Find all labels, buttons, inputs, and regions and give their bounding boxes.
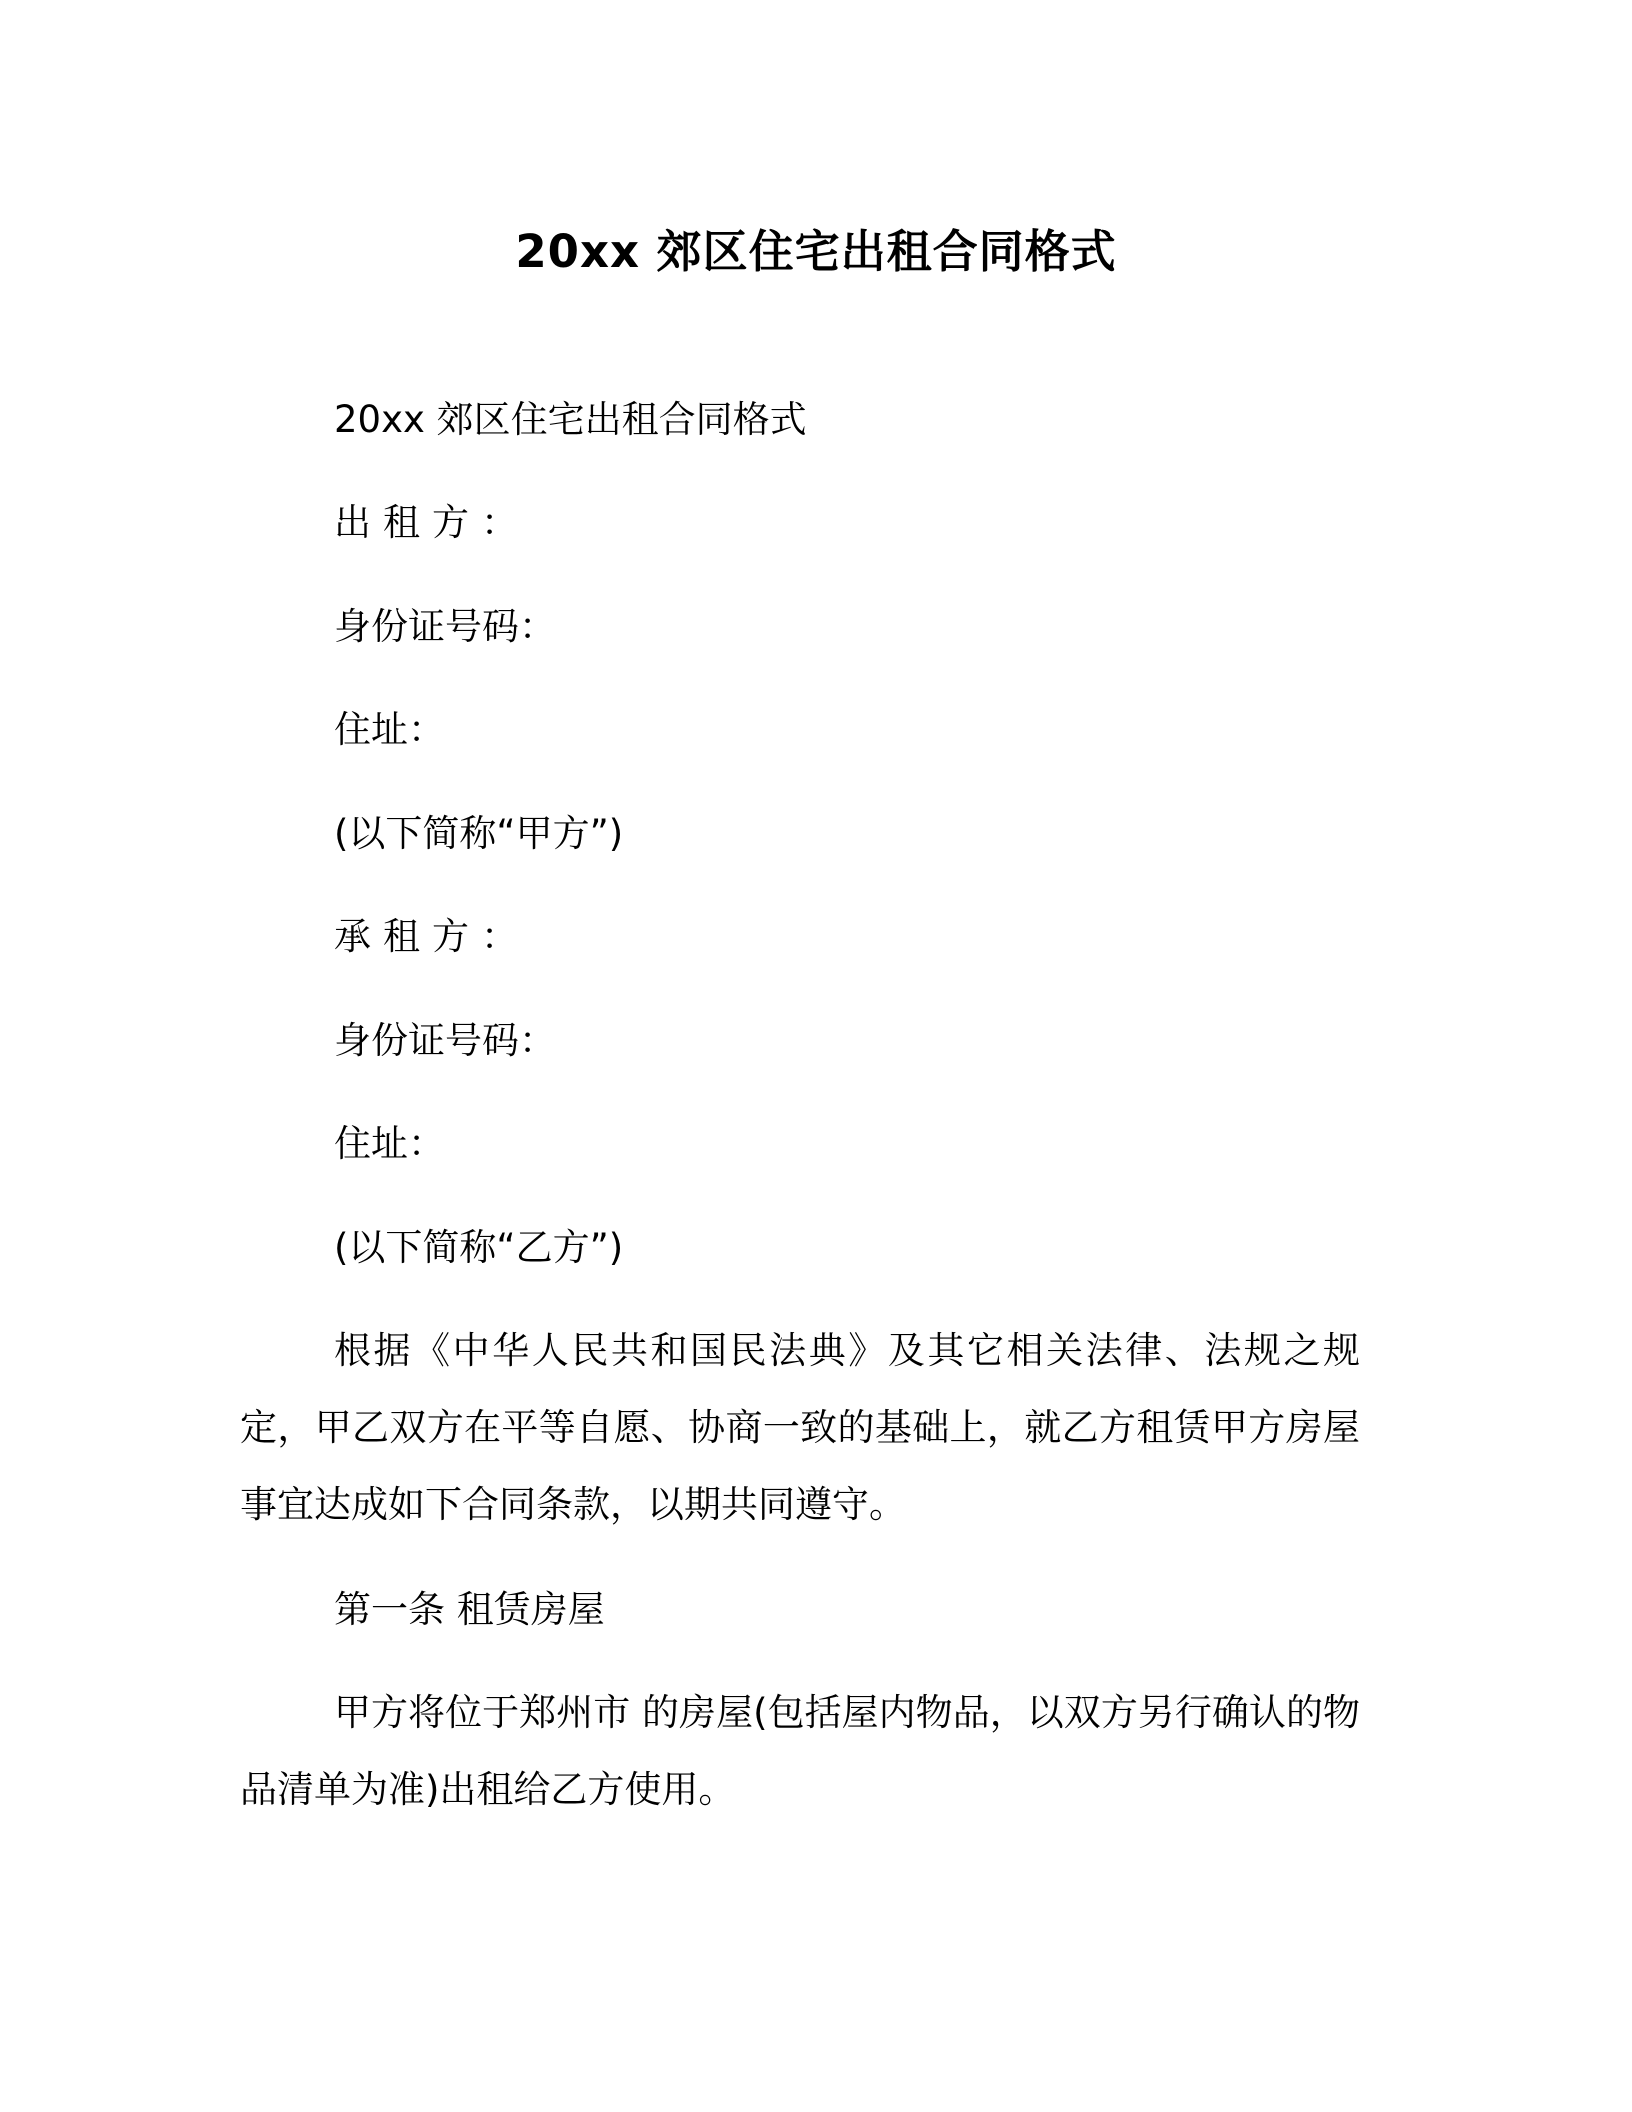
lessee-address-label: 住址：	[334, 1122, 445, 1165]
subtitle-line: 20xx 郊区住宅出租合同格式	[334, 398, 807, 441]
lessor-alias: (以下简称“甲方”)	[334, 812, 624, 855]
lessor-id-label: 身份证号码：	[334, 605, 556, 648]
lessee-label: 承租方：	[334, 915, 530, 958]
document-title: 20xx 郊区住宅出租合同格式	[515, 225, 1117, 278]
article1-body: 甲方将位于郑州市 的房屋(包括屋内物品，以双方另行确认的物品清单为准)出租给乙方使用。	[240, 1691, 1360, 1811]
article1-heading: 第一条 租赁房屋	[334, 1588, 605, 1631]
lessor-label: 出租方：	[334, 501, 530, 544]
lessor-address-label: 住址：	[334, 708, 445, 751]
preamble-paragraph: 根据《中华人民共和国民法典》及其它相关法律、法规之规定，甲乙双方在平等自愿、协商一致的基础上，就乙方租赁甲方房屋事宜达成如下合同条款，以期共同遵守。	[240, 1329, 1360, 1526]
lessee-id-label: 身份证号码：	[334, 1019, 556, 1062]
lessee-alias: (以下简称“乙方”)	[334, 1226, 624, 1269]
